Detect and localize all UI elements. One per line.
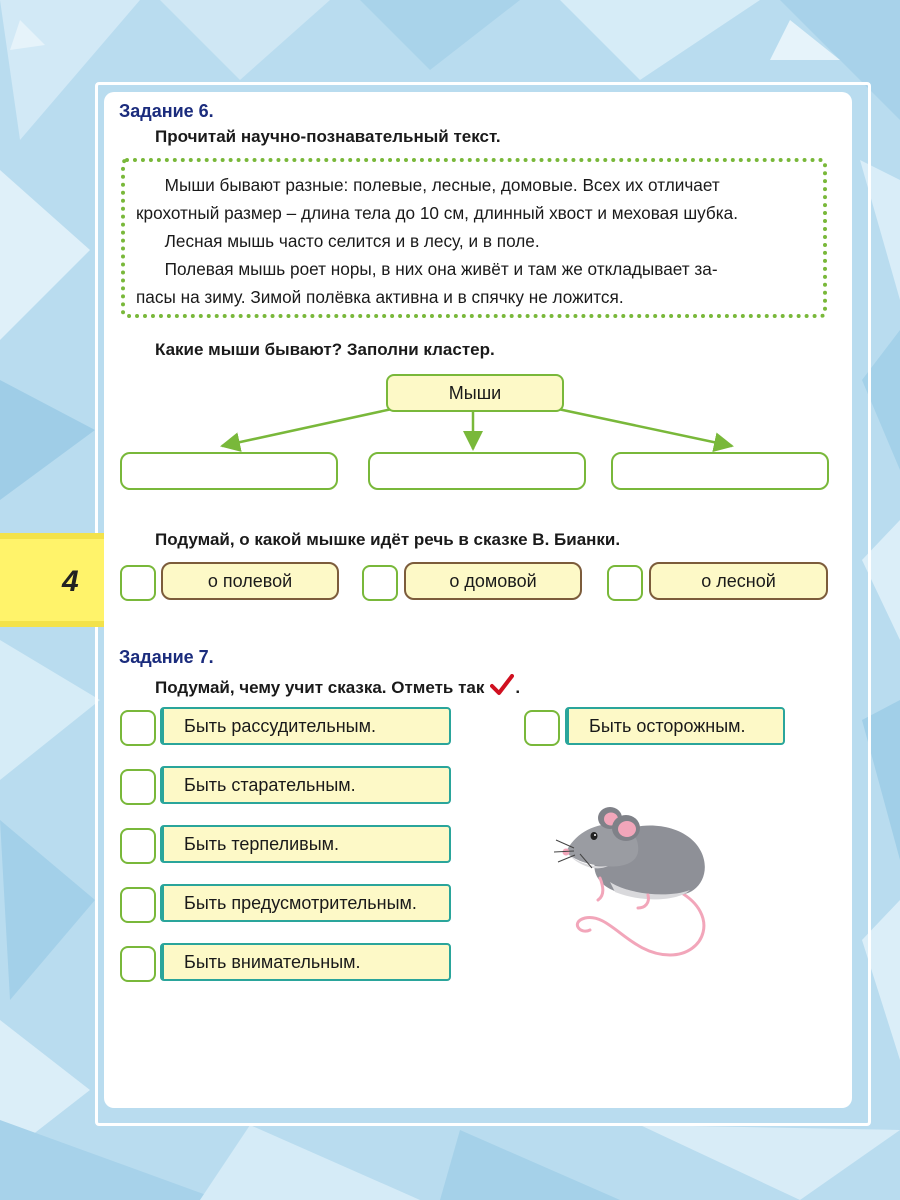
bianki-instruction: Подумай, о какой мышке идёт речь в сказке В. Бианки. xyxy=(155,530,621,549)
task7-title: Задание 7. xyxy=(119,647,214,667)
chapter-number: 4 xyxy=(62,565,79,598)
task6-instruction: Прочитай научно-познавательный текст. xyxy=(155,127,501,146)
lesson-option-5[interactable]: Быть внимательным. xyxy=(160,943,451,981)
cluster-instruction: Какие мыши бывают? Заполни кластер. xyxy=(155,340,495,359)
task7-instruction-end: . xyxy=(515,678,521,697)
text-line-3: Лесная мышь часто селится и в лесу, и в поле. xyxy=(136,231,540,251)
lesson-option-3[interactable]: Быть терпеливым. xyxy=(160,825,451,863)
lesson-option-4[interactable]: Быть предусмотрительным. xyxy=(160,884,451,922)
text-line-5: пасы на зиму. Зимой полёвка активна и в спячку не ложится. xyxy=(136,287,624,307)
lesson-option-6[interactable]: Быть осторожным. xyxy=(565,707,785,745)
task7-instruction: Подумай, чему учит сказка. Отметь так xyxy=(155,678,485,697)
cluster-root: Мыши xyxy=(386,374,564,412)
lesson-option-2[interactable]: Быть старательным. xyxy=(160,766,451,804)
text-line-2: крохотный размер – длина тела до 10 см, длинный хвост и меховая шубка. xyxy=(136,203,738,223)
option-forest-mouse[interactable]: о лесной xyxy=(649,562,828,600)
lesson-option-1[interactable]: Быть рассудительным. xyxy=(160,707,451,745)
text-line-1: Мыши бывают разные: полевые, лесные, домовые. Всех их отличает xyxy=(136,175,720,195)
option-field-mouse[interactable]: о полевой xyxy=(161,562,339,600)
option-house-mouse[interactable]: о домовой xyxy=(404,562,582,600)
task6-title: Задание 6. xyxy=(119,101,214,121)
text-line-4: Полевая мышь роет норы, в них она живёт и там же откладывает за- xyxy=(136,259,718,279)
